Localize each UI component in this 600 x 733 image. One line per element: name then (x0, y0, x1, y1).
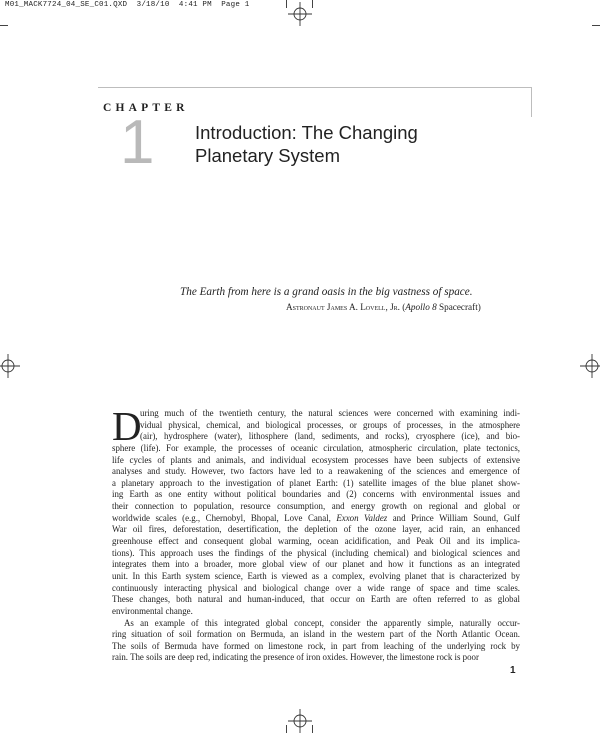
chapter-title-line: Introduction: The Changing (195, 122, 418, 143)
body-line: sphere (life). For example, the processes of oceanic circulation, atmospheric circulation, plate tectonics, (112, 442, 520, 453)
body-line: These changes, both natural and human-induced, that occur on Earth are often referred to as global (112, 594, 520, 605)
body-line: The soils of Bermuda have formed on limestone rock, in part from leaching of the underlying rock by (112, 640, 520, 651)
body-line: analyses and study. However, two factors have led to a reawakening of the sciences and emergence of (112, 466, 520, 477)
body-line: a planetary approach to the investigation of planet Earth: (1) satellite images of the blue planet show- (112, 477, 520, 488)
chapter-number: 1 (120, 108, 155, 177)
body-line: greenhouse effect and consequent global warming, ocean acidification, and Peak Oil and its implica- (112, 536, 520, 547)
body-line: (air), hydrosphere (water), lithosphere (land, sediments, and rocks), cryosphere (ice), and bio- (140, 431, 520, 442)
epigraph-attribution (286, 302, 481, 312)
body-line: life cycles of plants and animals, and individual ecosystem processes have been subjects of extensive (112, 454, 520, 465)
registration-mark-left (0, 354, 20, 378)
chapter-label: CHAPTER (103, 102, 189, 114)
body-line: vidual physical, chemical, and biological processes, or groups of processes, in the atmosphere (140, 419, 520, 430)
crop-mark (312, 725, 313, 733)
registration-mark-right (580, 354, 600, 378)
body-line: unit. In this Earth system science, Earth is viewed as a complex, evolving planet that is characterized by (112, 570, 520, 581)
body-line: their connection to population, resource consumption, and energy growth on regional and global or (112, 501, 520, 512)
attribution-craft-rest: Spacecraft) (436, 302, 481, 312)
drop-cap: D (112, 403, 142, 449)
body-line: tions). This approach uses the findings of the physical (including chemical) and biological sciences and (112, 547, 520, 558)
attribution-name: Astronaut James A. Lovell, Jr. (286, 302, 400, 312)
crop-mark (286, 0, 287, 8)
chapter-rule-vertical (531, 87, 532, 117)
body-line: ing Earth as one entity without political boundaries and (2) concerns with environmental issues and (112, 489, 520, 500)
body-line: rain. The soils are deep red, indicating the presence of iron oxides. However, the limestone rock is poor (112, 652, 479, 663)
body-line: War oil fires, deforestation, desertification, the depletion of the ozone layer, acid rain, an enhanced (112, 524, 520, 535)
registration-mark-top (288, 2, 312, 26)
print-slug: M01_MACK7724_04_SE_C01.QXD 3/18/10 4:41 PM Page 1 (5, 1, 250, 9)
body-line: integrates them into a broader, more global view of our planet and how it functions as an integrated (112, 559, 520, 570)
crop-mark (312, 0, 313, 8)
body-line: continuously interacting physical and biological change over a wide range of space and time scales. (112, 582, 520, 593)
body-line: environmental change. (112, 605, 193, 616)
crop-mark (0, 25, 8, 26)
attribution-craft: Apollo 8 (405, 302, 437, 312)
crop-mark (592, 25, 600, 26)
epigraph-quote: The Earth from here is a grand oasis in the big vastness of space. (180, 286, 473, 298)
body-text (112, 403, 520, 664)
page-number: 1 (510, 665, 516, 676)
body-line: As an example of this integrated global concept, consider the apparently simple, naturally occur- (124, 617, 520, 628)
registration-mark-bottom (288, 709, 312, 733)
attribution-open: ( (402, 302, 406, 312)
chapter-rule (98, 87, 532, 88)
body-line: uring much of the twentieth century, the natural sciences were concerned with examining indi- (140, 408, 520, 418)
body-line: worldwide scales (e.g., Chernobyl, Bhopal, Love Canal, Exxon Valdez and Prince William Sound, Gulf (112, 512, 520, 523)
chapter-title (195, 121, 515, 167)
crop-mark (286, 725, 287, 733)
chapter-title-line: Planetary System (195, 145, 340, 166)
body-line: ring situation of soil formation on Bermuda, an island in the western part of the North Atlantic Ocean. (112, 629, 520, 640)
